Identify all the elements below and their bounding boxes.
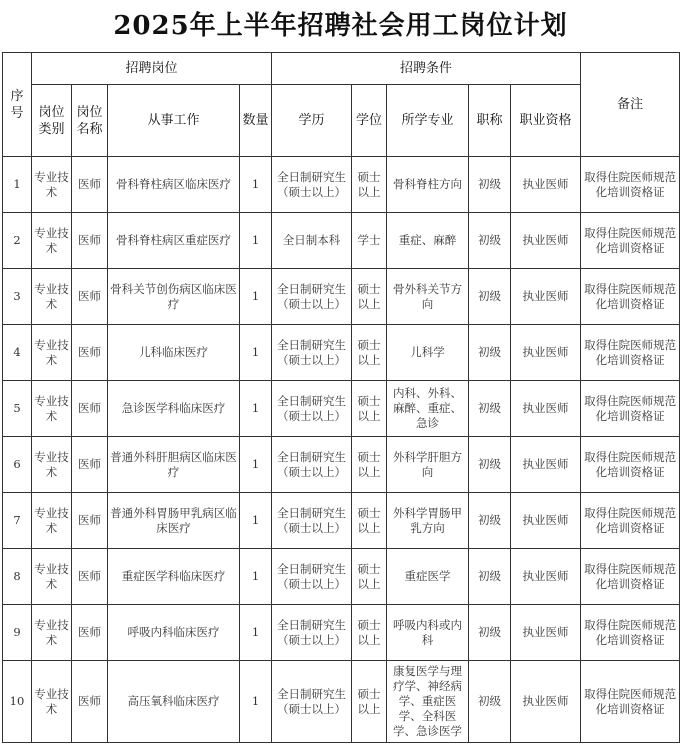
cell-education: 全日制研究生（硕士以上） bbox=[272, 549, 352, 605]
cell-title-rank: 初级 bbox=[469, 493, 511, 549]
cell-qualification: 执业医师 bbox=[511, 605, 581, 661]
cell-degree: 硕士以上 bbox=[352, 437, 387, 493]
cell-qualification: 执业医师 bbox=[511, 213, 581, 269]
cell-title-rank: 初级 bbox=[469, 269, 511, 325]
header-row-group bbox=[3, 53, 680, 85]
cell-count: 1 bbox=[240, 437, 272, 493]
cell-work: 急诊医学科临床医疗 bbox=[108, 381, 240, 437]
cell-post: 医师 bbox=[72, 157, 108, 213]
cell-major: 儿科学 bbox=[387, 325, 469, 381]
cell-post: 医师 bbox=[72, 661, 108, 743]
table-row bbox=[3, 325, 680, 381]
cell-title-rank: 初级 bbox=[469, 549, 511, 605]
table-row bbox=[3, 269, 680, 325]
cell-major: 骨外科关节方向 bbox=[387, 269, 469, 325]
cell-title-rank: 初级 bbox=[469, 605, 511, 661]
header-qualification: 职业资格 bbox=[511, 85, 581, 157]
cell-count: 1 bbox=[240, 213, 272, 269]
cell-education: 全日制研究生（硕士以上） bbox=[272, 605, 352, 661]
cell-no: 2 bbox=[3, 213, 32, 269]
header-post-name: 岗位名称 bbox=[72, 85, 108, 157]
cell-major: 骨科脊柱方向 bbox=[387, 157, 469, 213]
cell-title-rank: 初级 bbox=[469, 381, 511, 437]
cell-degree: 硕士以上 bbox=[352, 157, 387, 213]
cell-count: 1 bbox=[240, 661, 272, 743]
cell-education: 全日制研究生（硕士以上） bbox=[272, 493, 352, 549]
cell-major: 重症、麻醉 bbox=[387, 213, 469, 269]
header-major: 所学专业 bbox=[387, 85, 469, 157]
cell-category: 专业技术 bbox=[32, 437, 72, 493]
cell-education: 全日制研究生（硕士以上） bbox=[272, 437, 352, 493]
header-category: 岗位类别 bbox=[32, 85, 72, 157]
cell-qualification: 执业医师 bbox=[511, 325, 581, 381]
cell-no: 8 bbox=[3, 549, 32, 605]
header-degree: 学位 bbox=[352, 85, 387, 157]
cell-major: 内科、外科、麻醉、重症、急诊 bbox=[387, 381, 469, 437]
cell-no: 4 bbox=[3, 325, 32, 381]
cell-title-rank: 初级 bbox=[469, 437, 511, 493]
cell-major: 重症医学 bbox=[387, 549, 469, 605]
cell-education: 全日制研究生（硕士以上） bbox=[272, 157, 352, 213]
cell-category: 专业技术 bbox=[32, 269, 72, 325]
cell-title-rank: 初级 bbox=[469, 213, 511, 269]
cell-degree: 硕士以上 bbox=[352, 325, 387, 381]
cell-no: 10 bbox=[3, 661, 32, 743]
cell-category: 专业技术 bbox=[32, 325, 72, 381]
cell-no: 5 bbox=[3, 381, 32, 437]
cell-no: 3 bbox=[3, 269, 32, 325]
header-cond-group: 招聘条件 bbox=[272, 53, 581, 85]
cell-post: 医师 bbox=[72, 381, 108, 437]
cell-qualification: 执业医师 bbox=[511, 157, 581, 213]
cell-work: 普通外科肝胆病区临床医疗 bbox=[108, 437, 240, 493]
cell-qualification: 执业医师 bbox=[511, 269, 581, 325]
cell-work: 骨科脊柱病区重症医疗 bbox=[108, 213, 240, 269]
cell-no: 6 bbox=[3, 437, 32, 493]
cell-degree: 硕士以上 bbox=[352, 605, 387, 661]
cell-post: 医师 bbox=[72, 437, 108, 493]
header-row-fields bbox=[3, 85, 680, 157]
table-row bbox=[3, 605, 680, 661]
cell-work: 骨科关节创伤病区临床医疗 bbox=[108, 269, 240, 325]
cell-no: 1 bbox=[3, 157, 32, 213]
cell-post: 医师 bbox=[72, 493, 108, 549]
header-seq: 序号 bbox=[3, 53, 32, 157]
cell-remark: 取得住院医师规范化培训资格证 bbox=[581, 381, 680, 437]
cell-post: 医师 bbox=[72, 213, 108, 269]
cell-degree: 硕士以上 bbox=[352, 381, 387, 437]
recruitment-plan-table bbox=[2, 52, 680, 743]
table-row bbox=[3, 437, 680, 493]
cell-work: 重症医学科临床医疗 bbox=[108, 549, 240, 605]
table-row bbox=[3, 493, 680, 549]
cell-remark: 取得住院医师规范化培训资格证 bbox=[581, 605, 680, 661]
table-row bbox=[3, 213, 680, 269]
cell-work: 普通外科胃肠甲乳病区临床医疗 bbox=[108, 493, 240, 549]
cell-education: 全日制研究生（硕士以上） bbox=[272, 661, 352, 743]
cell-count: 1 bbox=[240, 549, 272, 605]
cell-degree: 硕士以上 bbox=[352, 493, 387, 549]
cell-category: 专业技术 bbox=[32, 157, 72, 213]
cell-degree: 学士 bbox=[352, 213, 387, 269]
cell-category: 专业技术 bbox=[32, 661, 72, 743]
header-post-group: 招聘岗位 bbox=[32, 53, 272, 85]
cell-remark: 取得住院医师规范化培训资格证 bbox=[581, 549, 680, 605]
cell-count: 1 bbox=[240, 269, 272, 325]
cell-category: 专业技术 bbox=[32, 605, 72, 661]
cell-count: 1 bbox=[240, 325, 272, 381]
cell-major: 外科学胃肠甲乳方向 bbox=[387, 493, 469, 549]
cell-work: 呼吸内科临床医疗 bbox=[108, 605, 240, 661]
cell-remark: 取得住院医师规范化培训资格证 bbox=[581, 213, 680, 269]
cell-post: 医师 bbox=[72, 605, 108, 661]
cell-category: 专业技术 bbox=[32, 213, 72, 269]
cell-no: 9 bbox=[3, 605, 32, 661]
cell-count: 1 bbox=[240, 605, 272, 661]
header-count: 数量 bbox=[240, 85, 272, 157]
cell-work: 儿科临床医疗 bbox=[108, 325, 240, 381]
table-row bbox=[3, 549, 680, 605]
cell-post: 医师 bbox=[72, 269, 108, 325]
cell-education: 全日制研究生（硕士以上） bbox=[272, 325, 352, 381]
cell-remark: 取得住院医师规范化培训资格证 bbox=[581, 325, 680, 381]
cell-qualification: 执业医师 bbox=[511, 661, 581, 743]
table-row bbox=[3, 157, 680, 213]
table-row bbox=[3, 661, 680, 743]
cell-major: 外科学肝胆方向 bbox=[387, 437, 469, 493]
table-row bbox=[3, 381, 680, 437]
cell-remark: 取得住院医师规范化培训资格证 bbox=[581, 493, 680, 549]
cell-major: 呼吸内科或内科 bbox=[387, 605, 469, 661]
cell-remark: 取得住院医师规范化培训资格证 bbox=[581, 269, 680, 325]
cell-title-rank: 初级 bbox=[469, 325, 511, 381]
cell-count: 1 bbox=[240, 157, 272, 213]
cell-major: 康复医学与理疗学、神经病学、重症医学、全科医学、急诊医学 bbox=[387, 661, 469, 743]
cell-education: 全日制研究生（硕士以上） bbox=[272, 381, 352, 437]
cell-post: 医师 bbox=[72, 325, 108, 381]
cell-remark: 取得住院医师规范化培训资格证 bbox=[581, 157, 680, 213]
cell-education: 全日制研究生（硕士以上） bbox=[272, 269, 352, 325]
cell-degree: 硕士以上 bbox=[352, 549, 387, 605]
header-title-rank: 职称 bbox=[469, 85, 511, 157]
cell-title-rank: 初级 bbox=[469, 661, 511, 743]
header-work: 从事工作 bbox=[108, 85, 240, 157]
cell-remark: 取得住院医师规范化培训资格证 bbox=[581, 437, 680, 493]
cell-category: 专业技术 bbox=[32, 381, 72, 437]
cell-education: 全日制本科 bbox=[272, 213, 352, 269]
cell-qualification: 执业医师 bbox=[511, 493, 581, 549]
cell-degree: 硕士以上 bbox=[352, 661, 387, 743]
header-education: 学历 bbox=[272, 85, 352, 157]
cell-count: 1 bbox=[240, 381, 272, 437]
cell-work: 高压氧科临床医疗 bbox=[108, 661, 240, 743]
cell-work: 骨科脊柱病区临床医疗 bbox=[108, 157, 240, 213]
cell-degree: 硕士以上 bbox=[352, 269, 387, 325]
cell-post: 医师 bbox=[72, 549, 108, 605]
cell-qualification: 执业医师 bbox=[511, 437, 581, 493]
cell-remark: 取得住院医师规范化培训资格证 bbox=[581, 661, 680, 743]
cell-qualification: 执业医师 bbox=[511, 381, 581, 437]
cell-no: 7 bbox=[3, 493, 32, 549]
page-title: 2025年上半年招聘社会用工岗位计划 bbox=[113, 11, 568, 41]
header-remark: 备注 bbox=[581, 53, 680, 157]
cell-qualification: 执业医师 bbox=[511, 549, 581, 605]
cell-category: 专业技术 bbox=[32, 549, 72, 605]
cell-category: 专业技术 bbox=[32, 493, 72, 549]
cell-title-rank: 初级 bbox=[469, 157, 511, 213]
cell-count: 1 bbox=[240, 493, 272, 549]
